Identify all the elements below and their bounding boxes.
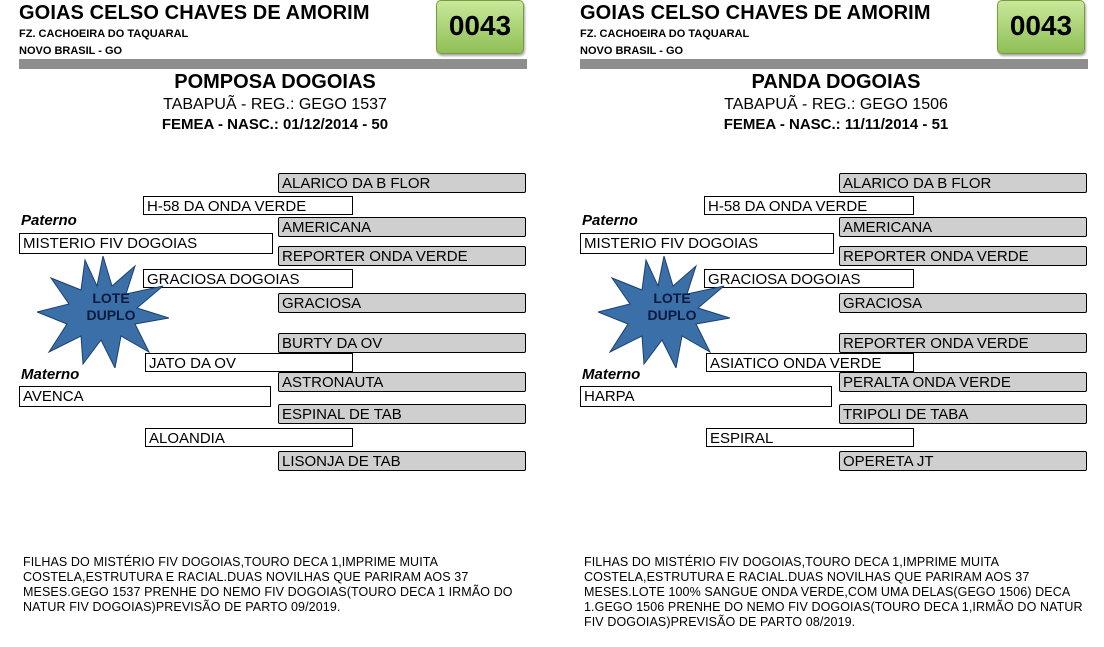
badge-line-1: LOTE — [653, 290, 691, 306]
pedigree-ggp-1: ALARICO DA B FLOR — [278, 173, 526, 193]
owner-name: GOIAS CELSO CHAVES DE AMORIM — [580, 2, 931, 24]
pedigree-dam-sire: ASIATICO ONDA VERDE — [706, 353, 914, 372]
pedigree-ggp-4: GRACIOSA — [839, 293, 1087, 313]
pedigree-ggp-4: GRACIOSA — [278, 293, 526, 313]
pedigree-ggp-5: BURTY DA OV — [278, 333, 526, 353]
lote-duplo-badge — [37, 290, 185, 324]
lot-description: FILHAS DO MISTÉRIO FIV DOGOIAS,TOURO DECA 1,IMPRIME MUITA COSTELA,ESTRUTURA E RACIAL.DUAS NOVILHAS QUE PARIRAM AOS 37 MESES.GEGO 1537 PRENHE DO NEMO FIV DOGOIAS(TOURO DECA 1 IRMÃO DO NATUR FIV DOGOIAS)PREVISÃO DE PARTO 09/2019. — [23, 555, 513, 614]
pedigree-dam-dam: ALOANDIA — [145, 428, 353, 447]
city-name: NOVO BRASIL - GO — [580, 45, 684, 57]
pedigree-ggp-6: ASTRONAUTA — [278, 372, 526, 392]
pedigree-dam-dam: ESPIRAL — [706, 428, 914, 447]
pedigree-ggp-3: REPORTER ONDA VERDE — [839, 246, 1087, 266]
paterno-label: Paterno — [582, 212, 638, 229]
pedigree-sire: MISTERIO FIV DOGOIAS — [19, 233, 273, 254]
lot-number-badge: 0043 — [436, 0, 524, 54]
pedigree-sire-sire: H-58 DA ONDA VERDE — [143, 196, 353, 215]
lot-description: FILHAS DO MISTÉRIO FIV DOGOIAS,TOURO DECA 1,IMPRIME MUITA COSTELA,ESTRUTURA E RACIAL.DUAS NOVILHAS QUE PARIRAM AOS 37 MESES.LOTE 100% SANGUE ONDA VERDE,COM UMA DELAS(GEGO 1506) DECA 1.GEGO 1506 PRENHE DO NEMO FIV DOGOIAS(TOURO DECA 1,IRMÃO DO NATUR FIV DOGOIAS)PREVISÃO DE PARTO 08/2019. — [584, 555, 1083, 629]
pedigree-ggp-7: TRIPOLI DE TABA — [839, 404, 1087, 424]
pedigree-ggp-8: OPERETA JT — [839, 451, 1087, 471]
badge-line-2: DUPLO — [86, 307, 136, 323]
birth-line: FEMEA - NASC.: 01/12/2014 - 50 — [161, 116, 389, 133]
pedigree-ggp-1: ALARICO DA B FLOR — [839, 173, 1087, 193]
lot-card-left — [19, 0, 529, 647]
materno-label: Materno — [582, 366, 641, 383]
badge-line-1: LOTE — [92, 290, 130, 306]
pedigree-sire-sire: H-58 DA ONDA VERDE — [704, 196, 914, 215]
farm-name: FZ. CACHOEIRA DO TAQUARAL — [19, 28, 189, 40]
pedigree-ggp-2: AMERICANA — [839, 217, 1087, 237]
paterno-label: Paterno — [21, 212, 77, 229]
lot-card-right — [580, 0, 1090, 647]
city-name: NOVO BRASIL - GO — [19, 45, 123, 57]
birth-line: FEMEA - NASC.: 11/11/2014 - 51 — [723, 116, 949, 133]
animal-name: PANDA DOGOIAS — [751, 71, 921, 93]
pedigree-ggp-2: AMERICANA — [278, 217, 526, 237]
farm-name: FZ. CACHOEIRA DO TAQUARAL — [580, 28, 750, 40]
registration-line: TABAPUÃ - REG.: GEGO 1506 — [724, 96, 948, 113]
materno-label: Materno — [21, 366, 80, 383]
lot-number-badge: 0043 — [997, 0, 1085, 54]
pedigree-dam: AVENCA — [19, 386, 271, 407]
header-divider — [19, 59, 527, 69]
registration-line: TABAPUÃ - REG.: GEGO 1537 — [163, 96, 387, 113]
pedigree-ggp-5: REPORTER ONDA VERDE — [839, 333, 1087, 353]
lote-duplo-badge — [598, 290, 746, 324]
pedigree-sire-dam: GRACIOSA DOGOIAS — [143, 269, 353, 288]
header-divider — [580, 59, 1088, 69]
animal-name: POMPOSA DOGOIAS — [174, 71, 376, 93]
pedigree-dam-sire: JATO DA OV — [145, 353, 353, 372]
pedigree-ggp-6: PERALTA ONDA VERDE — [839, 372, 1087, 392]
pedigree-ggp-7: ESPINAL DE TAB — [278, 404, 526, 424]
pedigree-sire: MISTERIO FIV DOGOIAS — [580, 233, 834, 254]
pedigree-dam: HARPA — [580, 386, 832, 407]
badge-line-2: DUPLO — [647, 307, 697, 323]
pedigree-ggp-8: LISONJA DE TAB — [278, 451, 526, 471]
owner-name: GOIAS CELSO CHAVES DE AMORIM — [19, 2, 370, 24]
pedigree-ggp-3: REPORTER ONDA VERDE — [278, 246, 526, 266]
pedigree-sire-dam: GRACIOSA DOGOIAS — [704, 269, 914, 288]
